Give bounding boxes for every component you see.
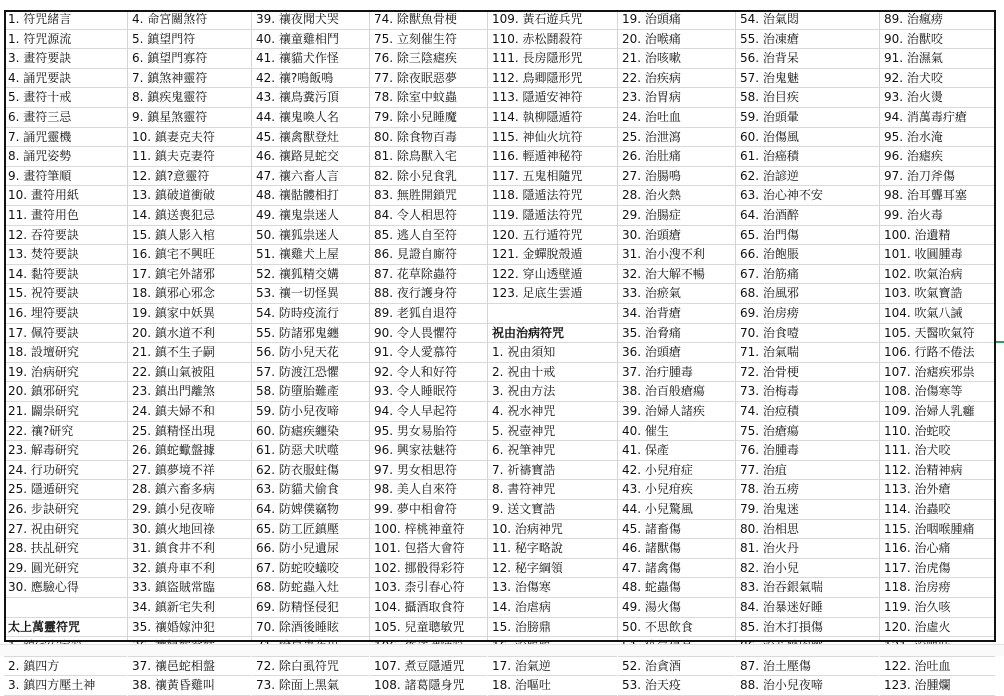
sheet-cell[interactable]: 24. 鎮夫婦不和 <box>128 402 251 422</box>
sheet-cell[interactable]: 92. 治犬咬 <box>880 69 995 89</box>
sheet-cell[interactable]: 8. 鎮疾鬼靈符 <box>128 88 251 108</box>
sheet-cell[interactable]: 24. 治吐血 <box>618 108 735 128</box>
sheet-cell[interactable]: 103. 柰引春心符 <box>370 578 487 598</box>
sheet-cell[interactable]: 84. 令人相思符 <box>370 206 487 226</box>
sheet-cell[interactable]: 91. 令人愛慕符 <box>370 343 487 363</box>
sheet-cell[interactable]: 97. 治刀斧傷 <box>880 167 995 187</box>
sheet-cell[interactable]: 2. 鎮四方 <box>4 657 127 677</box>
sheet-cell[interactable] <box>488 304 617 324</box>
sheet-cell[interactable]: 16. 鎮宅不興旺 <box>128 245 251 265</box>
sheet-cell[interactable]: 63. 治心神不安 <box>736 186 879 206</box>
sheet-cell[interactable]: 120. 治虛火 <box>880 618 995 638</box>
sheet-cell[interactable]: 112. 治精神病 <box>880 461 995 481</box>
sheet-cell[interactable]: 83. 無胜開鎖咒 <box>370 186 487 206</box>
sheet-cell[interactable]: 94. 消萬毒疔瘡 <box>880 108 995 128</box>
sheet-cell[interactable]: 54. 治氣悶 <box>736 10 879 30</box>
sheet-cell[interactable]: 27. 治腸鳴 <box>618 167 735 187</box>
sheet-cell[interactable]: 5. 畫符十戒 <box>4 88 127 108</box>
sheet-cell[interactable]: 38. 禳黃昏雞叫 <box>128 676 251 696</box>
sheet-cell[interactable]: 67. 防蛇咬蟻咬 <box>252 559 369 579</box>
sheet-cell[interactable]: 105. 兒童聰敏咒 <box>370 618 487 638</box>
sheet-cell[interactable]: 120. 五行遁符咒 <box>488 226 617 246</box>
sheet-cell[interactable]: 27. 祝由研究 <box>4 520 127 540</box>
sheet-cell[interactable]: 110. 治蛇咬 <box>880 422 995 442</box>
sheet-cell[interactable]: 53. 治天疫 <box>618 676 735 696</box>
sheet-cell[interactable]: 109. 黃石遊兵咒 <box>488 10 617 30</box>
sheet-cell[interactable]: 4. 祝水神咒 <box>488 402 617 422</box>
sheet-cell[interactable]: 119. 治久咳 <box>880 598 995 618</box>
sheet-cell[interactable]: 14. 鎮送喪犯忌 <box>128 206 251 226</box>
sheet-cell[interactable]: 43. 禳鳥糞污頂 <box>252 88 369 108</box>
sheet-cell[interactable]: 1. 符咒緒言 <box>4 10 127 30</box>
sheet-cell[interactable]: 113. 隱遁安神符 <box>488 88 617 108</box>
sheet-cell[interactable]: 117. 治虎傷 <box>880 559 995 579</box>
sheet-cell[interactable]: 79. 治鬼迷 <box>736 500 879 520</box>
sheet-cell[interactable]: 22. 治疾病 <box>618 69 735 89</box>
sheet-cell[interactable]: 115. 神仙火坑符 <box>488 128 617 148</box>
sheet-cell[interactable]: 104. 攝酒取食符 <box>370 598 487 618</box>
sheet-cell[interactable]: 9. 畫符筆順 <box>4 167 127 187</box>
sheet-cell[interactable]: 58. 治目疾 <box>736 88 879 108</box>
sheet-cell[interactable]: 100. 治遺精 <box>880 226 995 246</box>
sheet-cell[interactable]: 11. 畫符用色 <box>4 206 127 226</box>
sheet-cell[interactable]: 95. 治水淹 <box>880 128 995 148</box>
sheet-cell[interactable]: 12. 秘字綱領 <box>488 559 617 579</box>
sheet-cell[interactable]: 98. 治耳聾耳塞 <box>880 186 995 206</box>
sheet-cell[interactable]: 61. 防惡犬吠噬 <box>252 441 369 461</box>
sheet-column-1 <box>4 10 128 693</box>
sheet-cell[interactable]: 116. 輕遁神秘符 <box>488 147 617 167</box>
sheet-cell[interactable]: 21. 闢祟研究 <box>4 402 127 422</box>
sheet-cell[interactable]: 93. 治火燙 <box>880 88 995 108</box>
sheet-cell[interactable]: 11. 鎮夫克妻符 <box>128 147 251 167</box>
sheet-cell[interactable]: 64. 治酒醉 <box>736 206 879 226</box>
sheet-cell[interactable]: 51. 禳雞犬上屋 <box>252 245 369 265</box>
sheet-cell[interactable]: 5. 祝壺神咒 <box>488 422 617 442</box>
sheet-cell[interactable]: 30. 鎮火地回祿 <box>128 520 251 540</box>
sheet-cell[interactable]: 32. 鎮舟車不利 <box>128 559 251 579</box>
sheet-cell[interactable]: 107. 煮豆隱遁咒 <box>370 657 487 677</box>
sheet-cell[interactable]: 66. 防小兒遺尿 <box>252 539 369 559</box>
sheet-cell[interactable]: 99. 治火毒 <box>880 206 995 226</box>
sheet-cell[interactable]: 14. 治虐病 <box>488 598 617 618</box>
sheet-cell[interactable]: 53. 禳一切怪異 <box>252 284 369 304</box>
sheet-cell[interactable]: 57. 防渡江恐懼 <box>252 363 369 383</box>
sheet-cell[interactable]: 太上萬靈符咒 <box>4 618 127 638</box>
sheet-cell[interactable]: 101. 包搭大會符 <box>370 539 487 559</box>
sheet-cell[interactable]: 44. 小兒驚風 <box>618 500 735 520</box>
sheet-cell[interactable]: 112. 鳥卿隱形咒 <box>488 69 617 89</box>
sheet-cell[interactable]: 115. 治咽喉腫痛 <box>880 520 995 540</box>
sheet-column-6 <box>618 10 736 693</box>
sheet-cell[interactable]: 70. 治食噎 <box>736 324 879 344</box>
sheet-cell[interactable]: 41. 保產 <box>618 441 735 461</box>
sheet-cell[interactable]: 16. 埋符要訣 <box>4 304 127 324</box>
sheet-cell[interactable]: 65. 治門傷 <box>736 226 879 246</box>
sheet-cell[interactable]: 8. 誦咒姿勢 <box>4 147 127 167</box>
sheet-cell[interactable]: 35. 治脅痛 <box>618 324 735 344</box>
sheet-cell[interactable]: 20. 鎮邪研究 <box>4 382 127 402</box>
sheet-cell[interactable]: 77. 除夜眠惡夢 <box>370 69 487 89</box>
sheet-cell[interactable]: 14. 黏符要訣 <box>4 265 127 285</box>
sheet-cell[interactable]: 41. 禳貓犬作怪 <box>252 49 369 69</box>
sheet-cell[interactable]: 73. 除面上黑氣 <box>252 676 369 696</box>
sheet-cell[interactable]: 123. 足底生雲遁 <box>488 284 617 304</box>
sheet-cell[interactable]: 59. 治頭暈 <box>736 108 879 128</box>
sheet-cell[interactable]: 73. 治梅毒 <box>736 382 879 402</box>
sheet-cell[interactable]: 82. 除小兒食乳 <box>370 167 487 187</box>
sheet-cell[interactable]: 1. 符咒源流 <box>4 30 127 50</box>
sheet-cell[interactable]: 74. 治痘積 <box>736 402 879 422</box>
sheet-cell[interactable]: 58. 防墮胎難產 <box>252 382 369 402</box>
sheet-cell[interactable]: 88. 治小兒夜啼 <box>736 676 879 696</box>
sheet-cell[interactable]: 81. 除鳥獸入宅 <box>370 147 487 167</box>
sheet-cell[interactable]: 4. 命宮關煞符 <box>128 10 251 30</box>
sheet-cell[interactable]: 103. 吹氣寶誥 <box>880 284 995 304</box>
sheet-cell[interactable]: 39. 禳夜聞犬哭 <box>252 10 369 30</box>
sheet-cell[interactable]: 77. 治疽 <box>736 461 879 481</box>
sheet-cell[interactable]: 88. 夜行護身符 <box>370 284 487 304</box>
sheet-cell[interactable]: 40. 禳童雞相鬥 <box>252 30 369 50</box>
sheet-column-3 <box>252 10 370 693</box>
sheet-cell[interactable]: 84. 治暴迷好睡 <box>736 598 879 618</box>
sheet-cell[interactable]: 祝由治病符咒 <box>488 324 617 344</box>
sheet-cell[interactable]: 75. 治瘡瘍 <box>736 422 879 442</box>
sheet-cell[interactable]: 40. 催生 <box>618 422 735 442</box>
sheet-cell[interactable]: 15. 鎮人影入棺 <box>128 226 251 246</box>
sheet-cell[interactable]: 85. 逃人自至符 <box>370 226 487 246</box>
sheet-empty-rows <box>0 644 1004 656</box>
sheet-cell[interactable]: 42. 禳?鳴飯鳴 <box>252 69 369 89</box>
sheet-cell[interactable]: 49. 禳鬼祟迷人 <box>252 206 369 226</box>
sheet-cell[interactable]: 90. 令人畏懼符 <box>370 324 487 344</box>
sheet-cell[interactable]: 122. 穿山透壁遁 <box>488 265 617 285</box>
sheet-cell[interactable]: 80. 除食物百毒 <box>370 128 487 148</box>
sheet-cell[interactable]: 3. 畫符要訣 <box>4 49 127 69</box>
sheet-cell[interactable]: 85. 治木打損傷 <box>736 618 879 638</box>
sheet-cell[interactable]: 25. 鎮精怪出現 <box>128 422 251 442</box>
sheet-cell[interactable]: 96. 興家祛魅符 <box>370 441 487 461</box>
sheet-cell[interactable]: 107. 治瘧疾邪祟 <box>880 363 995 383</box>
sheet-cell[interactable]: 117. 五鬼相隨咒 <box>488 167 617 187</box>
sheet-cell[interactable]: 102. 挪骰得彩符 <box>370 559 487 579</box>
sheet-cell[interactable]: 60. 防瘧疾纏染 <box>252 422 369 442</box>
sheet-cell[interactable]: 61. 治癌積 <box>736 147 879 167</box>
sheet-column-5 <box>488 10 618 693</box>
sheet-cell[interactable]: 34. 鎮新宅失利 <box>128 598 251 618</box>
sheet-cell[interactable]: 28. 治火熱 <box>618 186 735 206</box>
sheet-cell[interactable]: 62. 治諺逆 <box>736 167 879 187</box>
sheet-cell[interactable]: 69. 治房痨 <box>736 304 879 324</box>
sheet-cell[interactable]: 25. 隱遁研究 <box>4 480 127 500</box>
sheet-cell[interactable]: 3. 鎮四方壓土神 <box>4 676 127 696</box>
sheet-cell[interactable]: 32. 治大解不暢 <box>618 265 735 285</box>
sheet-cell[interactable]: 113. 治外瘡 <box>880 480 995 500</box>
sheet-cell[interactable]: 60. 治傷風 <box>736 128 879 148</box>
sheet-cell[interactable]: 18. 治嘔吐 <box>488 676 617 696</box>
sheet-cell[interactable]: 111. 長房隱形咒 <box>488 49 617 69</box>
sheet-cell[interactable]: 95. 男女易胎符 <box>370 422 487 442</box>
sheet-cell[interactable]: 26. 治肚痛 <box>618 147 735 167</box>
sheet-cell[interactable]: 110. 赤松鬪殺符 <box>488 30 617 50</box>
sheet-cell[interactable]: 24. 行功研究 <box>4 461 127 481</box>
sheet-cell[interactable]: 62. 防衣服蛀傷 <box>252 461 369 481</box>
sheet-cell[interactable]: 119. 隱遁法符咒 <box>488 206 617 226</box>
sheet-cell[interactable]: 76. 除三陰瘧疾 <box>370 49 487 69</box>
sheet-cell[interactable]: 31. 鎮食井不利 <box>128 539 251 559</box>
sheet-cell[interactable]: 90. 治獸咬 <box>880 30 995 50</box>
sheet-cell[interactable]: 69. 防精怪侵犯 <box>252 598 369 618</box>
sheet-cell[interactable]: 91. 治濕氣 <box>880 49 995 69</box>
sheet-cell[interactable]: 6. 祝筆神咒 <box>488 441 617 461</box>
sheet-cell[interactable]: 20. 鎮水道不利 <box>128 324 251 344</box>
sheet-cell[interactable]: 98. 美人自來符 <box>370 480 487 500</box>
sheet-cell[interactable]: 9. 鎮星煞靈符 <box>128 108 251 128</box>
sheet-cell[interactable]: 46. 諸獸傷 <box>618 539 735 559</box>
sheet-cell[interactable]: 23. 解毒研究 <box>4 441 127 461</box>
sheet-cell[interactable]: 8. 書符神咒 <box>488 480 617 500</box>
sheet-cell[interactable]: 15. 治膀鼎 <box>488 618 617 638</box>
sheet-cell[interactable]: 64. 防婢僕竊物 <box>252 500 369 520</box>
sheet-cell[interactable]: 79. 除小兒睡魔 <box>370 108 487 128</box>
sheet-cell[interactable]: 78. 除室中蚊蟲 <box>370 88 487 108</box>
sheet-cell[interactable]: 2. 祝由十戒 <box>488 363 617 383</box>
sheet-cell[interactable]: 7. 祈禱寶誥 <box>488 461 617 481</box>
sheet-cell[interactable]: 15. 祝符要訣 <box>4 284 127 304</box>
sheet-cell[interactable]: 26. 鎮蛇蠍盤據 <box>128 441 251 461</box>
sheet-cell[interactable]: 10. 畫符用紙 <box>4 186 127 206</box>
sheet-cell[interactable]: 80. 治相思 <box>736 520 879 540</box>
sheet-cell[interactable]: 48. 禳骷髏相打 <box>252 186 369 206</box>
sheet-cell[interactable]: 20. 治喉痛 <box>618 30 735 50</box>
sheet-cell[interactable]: 102. 吹氣治病 <box>880 265 995 285</box>
sheet-cell[interactable]: 42. 小兒疳症 <box>618 461 735 481</box>
sheet-cell[interactable]: 59. 防小兒夜啼 <box>252 402 369 422</box>
sheet-cell[interactable]: 92. 令人和好符 <box>370 363 487 383</box>
sheet-cell[interactable]: 29. 圓光研究 <box>4 559 127 579</box>
sheet-cell[interactable]: 111. 治犬咬 <box>880 441 995 461</box>
sheet-cell[interactable]: 68. 防蛇蟲入灶 <box>252 578 369 598</box>
sheet-cell[interactable]: 114. 執柳隱遁符 <box>488 108 617 128</box>
sheet-cell[interactable]: 106. 行路不倦法 <box>880 343 995 363</box>
sheet-cell[interactable]: 23. 鎮出門離煞 <box>128 382 251 402</box>
sheet-cell[interactable]: 38. 治百般瘡瘍 <box>618 382 735 402</box>
sheet-cell[interactable]: 13. 治傷寒 <box>488 578 617 598</box>
sheet-cell[interactable]: 104. 吹氣八誡 <box>880 304 995 324</box>
sheet-cell[interactable]: 29. 治腸症 <box>618 206 735 226</box>
sheet-cell[interactable]: 19. 鎮家中妖異 <box>128 304 251 324</box>
sheet-cell[interactable]: 76. 治腫毒 <box>736 441 879 461</box>
sheet-cell[interactable]: 56. 防小兒天花 <box>252 343 369 363</box>
sheet-column-2 <box>128 10 252 693</box>
sheet-cell[interactable]: 47. 禳六畜人言 <box>252 167 369 187</box>
sheet-cell[interactable] <box>4 598 127 618</box>
sheet-cell[interactable]: 17. 佩符要訣 <box>4 324 127 344</box>
sheet-cell[interactable]: 19. 治頭痛 <box>618 10 735 30</box>
sheet-cell[interactable]: 45. 諸畜傷 <box>618 520 735 540</box>
sheet-cell[interactable]: 50. 禳狐祟迷人 <box>252 226 369 246</box>
sheet-cell[interactable]: 86. 見證自廝符 <box>370 245 487 265</box>
sheet-cell[interactable]: 10. 治病神咒 <box>488 520 617 540</box>
sheet-cell[interactable]: 44. 禳鬼喚人名 <box>252 108 369 128</box>
sheet-cell[interactable]: 78. 治五痨 <box>736 480 879 500</box>
sheet-cell[interactable]: 4. 誦咒要訣 <box>4 69 127 89</box>
sheet-cell[interactable]: 29. 鎮小兒夜啼 <box>128 500 251 520</box>
sheet-cell[interactable]: 122. 治吐血 <box>880 657 995 677</box>
sheet-cell[interactable]: 81. 治火丹 <box>736 539 879 559</box>
sheet-cell[interactable]: 49. 湯火傷 <box>618 598 735 618</box>
sheet-cell[interactable]: 105. 天醫吹氣符 <box>880 324 995 344</box>
sheet-cell[interactable]: 17. 治氣逆 <box>488 657 617 677</box>
sheet-cell[interactable]: 1. 祝由須知 <box>488 343 617 363</box>
sheet-cell[interactable]: 87. 治土壓傷 <box>736 657 879 677</box>
sheet-cell[interactable]: 47. 諸禽傷 <box>618 559 735 579</box>
sheet-cell[interactable]: 52. 治貪酒 <box>618 657 735 677</box>
sheet-cell[interactable]: 28. 鎮六畜多病 <box>128 480 251 500</box>
sheet-cell[interactable]: 71. 治氣喘 <box>736 343 879 363</box>
sheet-cell[interactable]: 30. 應驗心得 <box>4 578 127 598</box>
sheet-cell[interactable]: 55. 治凍瘡 <box>736 30 879 50</box>
sheet-cell[interactable]: 100. 梓桃神童符 <box>370 520 487 540</box>
sheet-cell[interactable]: 74. 除獸魚骨梗 <box>370 10 487 30</box>
sheet-cell[interactable]: 11. 秘字略說 <box>488 539 617 559</box>
sheet-cell[interactable]: 28. 扶乩研究 <box>4 539 127 559</box>
sheet-cell[interactable]: 65. 防工匠鎮壓 <box>252 520 369 540</box>
sheet-cell[interactable]: 94. 令人早起符 <box>370 402 487 422</box>
sheet-cell[interactable]: 3. 祝由方法 <box>488 382 617 402</box>
sheet-cell[interactable]: 13. 鎮破道衝破 <box>128 186 251 206</box>
selection-edge-marker <box>996 341 1004 343</box>
sheet-column-7 <box>736 10 880 693</box>
sheet-cell[interactable]: 7. 鎮煞神靈符 <box>128 69 251 89</box>
sheet-cell[interactable]: 19. 治病研究 <box>4 363 127 383</box>
sheet-cell[interactable]: 33. 鎮盜賊常臨 <box>128 578 251 598</box>
sheet-cell[interactable]: 67. 治筋痛 <box>736 265 879 285</box>
sheet-cell[interactable]: 26. 步訣研究 <box>4 500 127 520</box>
sheet-cell[interactable]: 63. 防貓犬偷食 <box>252 480 369 500</box>
sheet-cell[interactable]: 10. 鎮妻克夫符 <box>128 128 251 148</box>
sheet-cell[interactable]: 22. 禳?研究 <box>4 422 127 442</box>
sheet-cell[interactable]: 18. 設壇研究 <box>4 343 127 363</box>
sheet-cell[interactable]: 99. 夢中相會符 <box>370 500 487 520</box>
sheet-cell[interactable]: 9. 送文寶誥 <box>488 500 617 520</box>
sheet-cell[interactable]: 57. 治鬼魅 <box>736 69 879 89</box>
sheet-cell[interactable]: 50. 不思飲食 <box>618 618 735 638</box>
sheet-cell[interactable]: 25. 治泄瀉 <box>618 128 735 148</box>
sheet-cell[interactable]: 6. 畫符三忌 <box>4 108 127 128</box>
sheet-cell[interactable]: 52. 禳狐精交媾 <box>252 265 369 285</box>
sheet-cell[interactable]: 21. 治咳嗽 <box>618 49 735 69</box>
sheet-cell[interactable]: 72. 除白虱符咒 <box>252 657 369 677</box>
sheet-cell[interactable]: 48. 蛇蟲傷 <box>618 578 735 598</box>
sheet-cell[interactable]: 118. 隱遁法符咒 <box>488 186 617 206</box>
sheet-cell[interactable]: 31. 治小溲不利 <box>618 245 735 265</box>
sheet-cell[interactable]: 12. 吞符要訣 <box>4 226 127 246</box>
sheet-cell[interactable]: 93. 令人睡眠符 <box>370 382 487 402</box>
sheet-cell[interactable]: 83. 治吞銀氣喘 <box>736 578 879 598</box>
sheet-cell[interactable]: 34. 治背瘡 <box>618 304 735 324</box>
sheet-cell[interactable]: 39. 治婦人諸疾 <box>618 402 735 422</box>
sheet-cell[interactable]: 108. 諸葛隱身咒 <box>370 676 487 696</box>
sheet-cell[interactable]: 114. 治蟲咬 <box>880 500 995 520</box>
sheet-cell[interactable]: 36. 治頭瘡 <box>618 343 735 363</box>
sheet-cell[interactable]: 37. 治疔腫毒 <box>618 363 735 383</box>
sheet-cell[interactable]: 30. 治頭瘡 <box>618 226 735 246</box>
sheet-cell[interactable]: 22. 鎮山氣被阻 <box>128 363 251 383</box>
sheet-cell[interactable]: 70. 除酒後睡眩 <box>252 618 369 638</box>
sheet-cell[interactable]: 46. 禳路見蛇交 <box>252 147 369 167</box>
sheet-cell[interactable]: 45. 禳禽獸登灶 <box>252 128 369 148</box>
sheet-cell[interactable]: 37. 禳邑蛇相盤 <box>128 657 251 677</box>
sheet-cell[interactable]: 54. 防時疫流行 <box>252 304 369 324</box>
sheet-cell[interactable]: 56. 治背呆 <box>736 49 879 69</box>
sheet-cell[interactable]: 6. 鎮望門寡符 <box>128 49 251 69</box>
sheet-cell[interactable]: 89. 老狐自退符 <box>370 304 487 324</box>
sheet-cell[interactable]: 33. 治瘀氣 <box>618 284 735 304</box>
sheet-cell[interactable]: 72. 治骨梗 <box>736 363 879 383</box>
sheet-cell[interactable]: 12. 鎮?意靈符 <box>128 167 251 187</box>
sheet-cell[interactable]: 55. 防諸邪鬼纏 <box>252 324 369 344</box>
sheet-column-4 <box>370 10 488 693</box>
sheet-cell[interactable]: 123. 治腫爛 <box>880 676 995 696</box>
sheet-cell[interactable]: 96. 治瘧疾 <box>880 147 995 167</box>
sheet-cell[interactable]: 5. 鎮望門符 <box>128 30 251 50</box>
sheet-cell[interactable]: 89. 治瘋痨 <box>880 10 995 30</box>
sheet-cell[interactable]: 27. 鎮夢境不祥 <box>128 461 251 481</box>
sheet-cell[interactable]: 116. 治心痛 <box>880 539 995 559</box>
sheet-column-8 <box>880 10 996 693</box>
sheet-cell[interactable]: 101. 收圓腫毒 <box>880 245 995 265</box>
sheet-cell[interactable]: 17. 鎮宅外諸邪 <box>128 265 251 285</box>
sheet-cell[interactable]: 21. 鎮不生子嗣 <box>128 343 251 363</box>
sheet-cell[interactable]: 121. 金蟬脫殼遁 <box>488 245 617 265</box>
sheet-cell[interactable]: 66. 治飽脹 <box>736 245 879 265</box>
sheet-cell[interactable]: 68. 治風邪 <box>736 284 879 304</box>
sheet-cell[interactable]: 97. 男女相思符 <box>370 461 487 481</box>
sheet-cell[interactable]: 118. 治房痨 <box>880 578 995 598</box>
sheet-cell[interactable]: 7. 誦咒靈機 <box>4 128 127 148</box>
sheet-cell[interactable]: 87. 花草除蟲符 <box>370 265 487 285</box>
sheet-cell[interactable]: 23. 治胃病 <box>618 88 735 108</box>
sheet-cell[interactable]: 43. 小兒疳疾 <box>618 480 735 500</box>
sheet-cell[interactable]: 108. 治傷寒等 <box>880 382 995 402</box>
sheet-cell[interactable]: 35. 禳婚嫁沖犯 <box>128 618 251 638</box>
sheet-cell[interactable]: 13. 焚符要訣 <box>4 245 127 265</box>
sheet-cell[interactable]: 75. 立刻催生符 <box>370 30 487 50</box>
sheet-cell[interactable]: 18. 鎮邪心邪念 <box>128 284 251 304</box>
sheet-cell[interactable]: 82. 治小兒 <box>736 559 879 579</box>
sheet-cell[interactable]: 109. 治婦人乳癰 <box>880 402 995 422</box>
